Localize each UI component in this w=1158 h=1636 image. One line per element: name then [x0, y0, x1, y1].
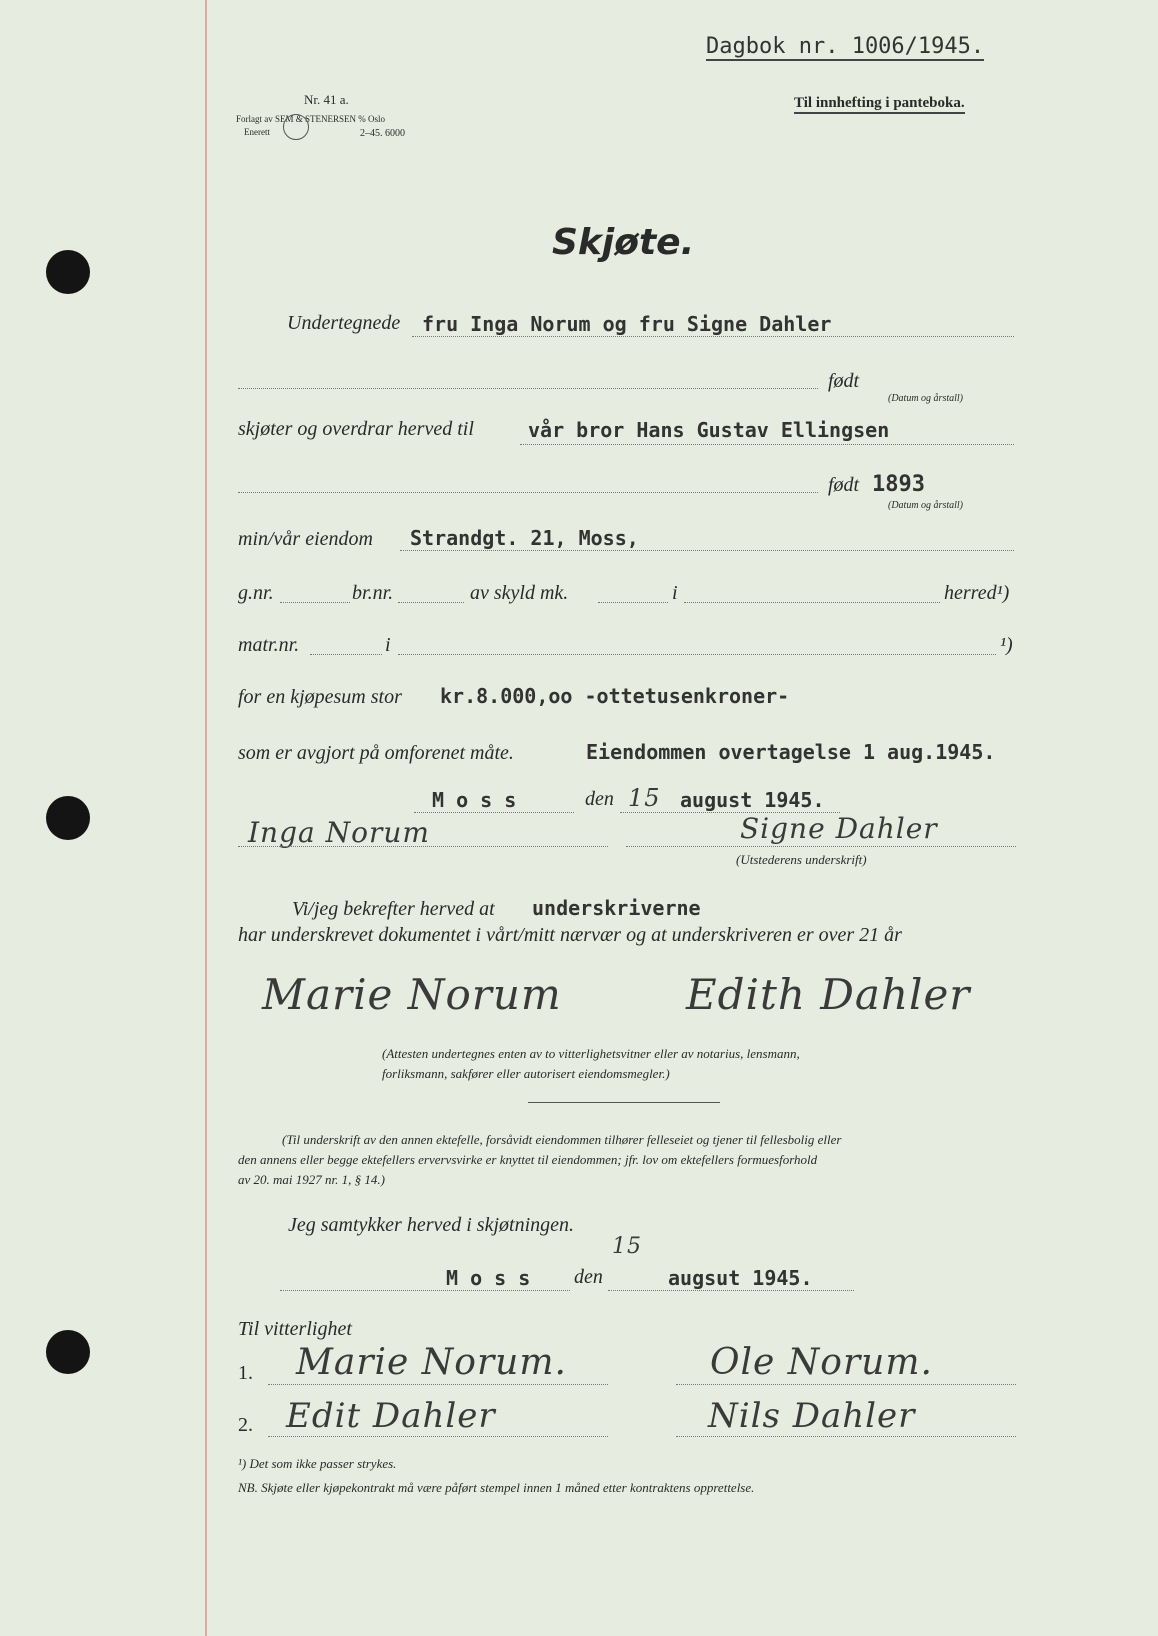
herred-line	[684, 602, 940, 603]
undertegnede-label: Undertegnede	[287, 312, 401, 334]
brnr-label: br.nr.	[352, 582, 394, 604]
place-field-2: M o s s	[446, 1266, 531, 1290]
punch-hole	[46, 796, 90, 840]
spouse-note-3: av 20. mai 1927 nr. 1, § 14.)	[238, 1172, 385, 1187]
fodt2-line	[238, 492, 818, 493]
den-label-2: den	[574, 1266, 603, 1288]
brnr-line	[398, 602, 464, 603]
spouse-note-1: (Til underskrift av den annen ektefelle, forsåvidt eiendommen tilhører felleseiet og tjener til fellesbolig eller	[282, 1132, 842, 1147]
den-label-1: den	[585, 788, 614, 810]
witness-number-2: 2.	[238, 1414, 253, 1436]
sellers-field: fru Inga Norum og fru Signe Dahler	[422, 312, 832, 336]
witness-signature-1a: Marie Norum.	[296, 1342, 567, 1383]
witness-line-2b	[676, 1436, 1016, 1437]
signature-line-2	[626, 846, 1016, 847]
skjoter-label: skjøter og overdrar herved til	[238, 418, 474, 440]
property-field: Strandgt. 21, Moss,	[410, 526, 639, 550]
har-underskrevet-label: har underskrevet dokumentet i vårt/mitt nærvær og at underskriveren er over 21 år	[238, 924, 902, 946]
price-field: kr.8.000,oo -ottetusenkroner-	[440, 684, 790, 708]
gnr-line	[280, 602, 350, 603]
footnote-1: ¹) Det som ikke passer strykes.	[238, 1456, 397, 1471]
print-code: 2–45. 6000	[360, 128, 405, 139]
gnr-label: g.nr.	[238, 582, 274, 604]
fodt-label: født	[828, 370, 860, 392]
issuer-signature-1: Inga Norum	[248, 816, 430, 849]
undertegnede-line	[412, 336, 1014, 337]
footnote-2: NB. Skjøte eller kjøpekontrakt må være påført stempel innen 1 måned etter kontraktens opprettelse.	[238, 1480, 755, 1495]
punch-hole	[46, 250, 90, 294]
skyld-line	[598, 602, 668, 603]
witness-signature-2b: Nils Dahler	[708, 1396, 916, 1436]
footnote-mark: ¹)	[1000, 634, 1013, 656]
place-field-1: M o s s	[432, 788, 517, 812]
witness-line-2a	[268, 1436, 608, 1437]
fodt2-label: født	[828, 474, 860, 496]
signature-line-1	[238, 846, 608, 847]
witness-number-1: 1.	[238, 1362, 253, 1384]
i2-label: i	[385, 634, 391, 656]
issuer-signature-hint: (Utstederens underskrift)	[736, 852, 867, 867]
skyld-label: av skyld mk.	[470, 582, 569, 604]
place-line-2	[280, 1290, 570, 1291]
date-field-1: august 1945.	[680, 788, 825, 812]
witness-signature-1b: Ole Norum.	[710, 1342, 933, 1383]
divider	[528, 1102, 720, 1103]
document-title: Skjøte.	[552, 222, 695, 263]
attest-note-2: forliksmann, sakfører eller autorisert eiendomsmegler.)	[382, 1066, 670, 1081]
spouse-note-2: den annens eller begge ektefellers ervervsvirke er knyttet til eiendommen; jfr. lov om ektefellers formuesforhold	[238, 1152, 818, 1167]
vi-jeg-label: Vi/jeg bekrefter herved at	[292, 898, 495, 920]
margin-rule	[205, 0, 207, 1636]
buyer-line	[520, 444, 1014, 445]
eiendom-line	[400, 550, 1014, 551]
attest-signature-2: Edith Dahler	[686, 970, 971, 1019]
day-field-1: 15	[628, 784, 661, 812]
fodt-line	[238, 388, 818, 389]
datum2-hint: (Datum og årstall)	[888, 500, 963, 511]
takeover-field: Eiendommen overtagelse 1 aug.1945.	[586, 740, 996, 764]
attest-note-1: (Attesten undertegnes enten av to vitterlighetsvitner eller av notarius, lensmann,	[382, 1046, 800, 1061]
publisher-logo	[283, 114, 309, 140]
witness-line-1a	[268, 1384, 608, 1385]
filing-note: Til innhefting i panteboka.	[794, 95, 965, 114]
date-line-2	[608, 1290, 854, 1291]
i-label: i	[672, 582, 678, 604]
punch-hole	[46, 1330, 90, 1374]
place-line-1	[414, 812, 574, 813]
datum-hint: (Datum og årstall)	[888, 393, 963, 404]
herred-label: herred¹)	[944, 582, 1010, 604]
kjopesum-label: for en kjøpesum stor	[238, 686, 402, 708]
witness-heading: Til vitterlighet	[238, 1318, 352, 1340]
avgjort-label: som er avgjort på omforenet måte.	[238, 742, 514, 764]
witness-line-1b	[676, 1384, 1016, 1385]
attest-signature-1: Marie Norum	[262, 970, 562, 1019]
witness-signature-2a: Edit Dahler	[286, 1396, 496, 1436]
matr-i-line	[398, 654, 996, 655]
buyer-field: vår bror Hans Gustav Ellingsen	[528, 418, 890, 442]
form-number: Nr. 41 a.	[304, 92, 349, 107]
date-field-2: augsut 1945.	[668, 1266, 813, 1290]
publisher-imprint: Forlagt av SEM & STENERSEN % Oslo	[236, 114, 386, 124]
issuer-signature-2: Signe Dahler	[740, 812, 938, 845]
day-field-2: 15	[612, 1234, 642, 1259]
enerett-label: Enerett	[244, 127, 270, 137]
birth-year: 1893	[872, 472, 925, 497]
witnessed-field: underskriverne	[532, 896, 701, 920]
eiendom-label: min/vår eiendom	[238, 528, 373, 550]
matrnr-line	[310, 654, 382, 655]
journal-number: Dagbok nr. 1006/1945.	[706, 34, 985, 59]
consent-label: Jeg samtykker herved i skjøtningen.	[288, 1214, 575, 1236]
matrnr-label: matr.nr.	[238, 634, 300, 656]
